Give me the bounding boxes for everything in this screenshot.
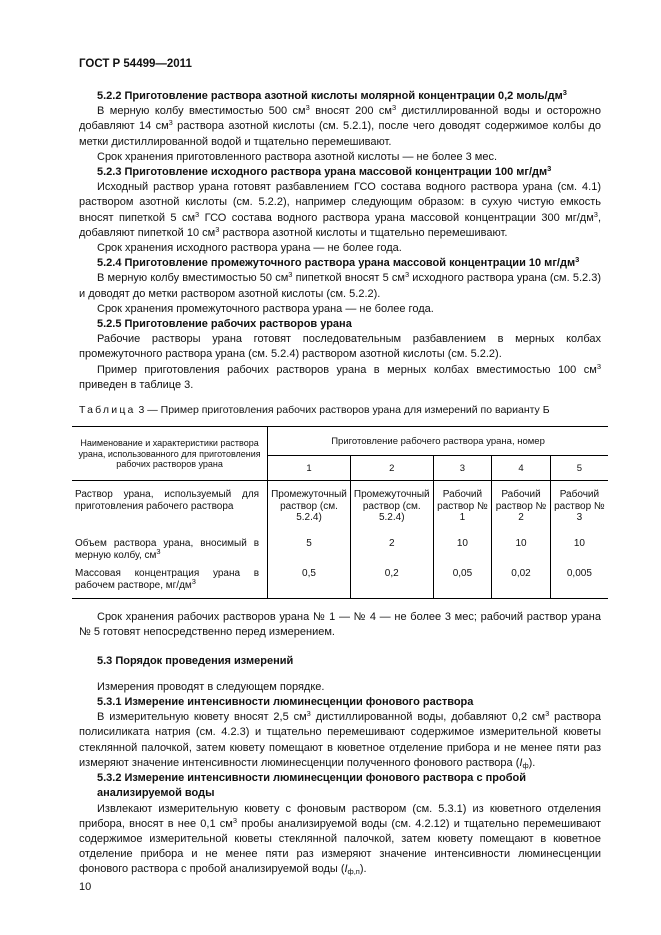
page-number: 10 bbox=[79, 881, 92, 893]
table-header-number: 3 bbox=[433, 456, 492, 481]
table-cell: Рабочий раствор № 3 bbox=[550, 481, 608, 535]
section-5-2-5-heading: 5.2.5 Приготовление рабочих растворов урана bbox=[97, 318, 352, 331]
paragraph: Извлекают измерительную кювету с фоновым раствором (см. 5.3.1) из кюветного отделения прибора, вносят в нее 0,1 $см^3$ пробы анализируемой воды (см. 4.2.12) и тщательно перемешивают содержимое измерительной кюветы стеклянной палочкой, затем кювету помещают в кюветное отделение прибора и не менее пяти раз измеряют значение интенсивности люминесценции фонового раствора с пробой анализируемой воды $(I_{ф,п})$. bbox=[79, 802, 602, 877]
table-cell: Промежуточный раствор (см. 5.2.4) bbox=[350, 481, 433, 535]
paragraph: Измерения проводят в следующем порядке. bbox=[97, 680, 325, 693]
table-caption: Таблица 3 — Пример приготовления рабочих растворов урана для измерений по варианту Б bbox=[79, 404, 550, 417]
table-row bbox=[72, 481, 608, 535]
table-header-name: Наименование и характеристики раствора урана, использованного для приготовления рабочих растворов урана bbox=[72, 427, 268, 481]
table-3 bbox=[72, 426, 608, 599]
table-header-preparation: Приготовление рабочего раствора урана, номер bbox=[268, 427, 608, 456]
document-code: ГОСТ Р 54499—2011 bbox=[79, 58, 192, 70]
section-5-2-4-heading: 5.2.4 Приготовление промежуточного раствора урана массовой концентрации 10 $мг/дм^3$ bbox=[97, 255, 580, 270]
section-5-2-2-heading: 5.2.2 Приготовление раствора азотной кислоты молярной концентрации 0,2 моль/$дм^3$ bbox=[97, 88, 567, 102]
document-body bbox=[75, 88, 605, 878]
table-cell: 0,5 bbox=[268, 566, 351, 599]
table-cell: Промежуточный раствор (см. 5.2.4) bbox=[271, 489, 347, 524]
paragraph: Срок хранения промежуточного раствора урана — не более года. bbox=[97, 302, 434, 315]
table-row bbox=[72, 534, 608, 566]
table-row bbox=[72, 566, 608, 599]
table-header-number: 5 bbox=[550, 456, 608, 481]
table-cell: 5 bbox=[306, 538, 312, 550]
table-cell: Рабочий раствор № 1 bbox=[433, 481, 492, 535]
paragraph: Срок хранения исходного раствора урана — не более года. bbox=[97, 242, 402, 255]
table-cell: 10 bbox=[550, 534, 608, 566]
section-5-2-3-heading: 5.2.3 Приготовление исходного раствора урана массовой концентрации 100 $мг/дм^3$ bbox=[97, 164, 552, 179]
table-cell: 10 bbox=[492, 534, 551, 566]
row-label: Раствор урана, используемый для приготовления рабочего раствора bbox=[72, 481, 268, 535]
section-5-3-heading: 5.3 Порядок проведения измерений bbox=[97, 654, 294, 667]
table-cell: 0,2 bbox=[350, 566, 433, 599]
table-cell: 0,02 bbox=[492, 566, 551, 599]
table-header-number: 1 bbox=[268, 456, 351, 481]
table-cell: 0,05 bbox=[433, 566, 492, 599]
paragraph: Срок хранения приготовленного раствора азотной кислоты — не более 3 мес. bbox=[97, 150, 498, 163]
row-label: Объем раствора урана, вносимый в мерную колбу, $см^3$ bbox=[72, 534, 268, 566]
section-5-3-1-heading: 5.3.1 Измерение интенсивности люминесценции фонового раствора bbox=[97, 696, 474, 709]
paragraph: В мерную колбу вместимостью 50 $см^3$ пипеткой вносят 5 $см^3$ исходного раствора урана (см. 5.2.3) и доводят до метки раствором азотной кислоты (см. 5.2.2). bbox=[79, 270, 601, 300]
paragraph: В измерительную кювету вносят 2,5 $см^3$ дистиллированной воды, добавляют 0,2 $см^3$ раствора полисиликата натрия (см. 4.2.3) и тщательно перемешивают содержимое измерительной кюветы стеклянной палочкой, затем кювету помещают в кюветное отделение прибора и не менее пяти раз измеряют значение интенсивности люминесценции полученного фонового раствора $(I_ф)$. bbox=[79, 709, 601, 770]
paragraph: Срок хранения рабочих растворов урана № 1 — № 4 — не более 3 мес; рабочий раствор урана № 5 готовят непосредственно перед измерением. bbox=[79, 611, 601, 639]
table-cell: 2 bbox=[350, 534, 433, 566]
paragraph: Исходный раствор урана готовят разбавлением ГСО состава водного раствора урана (см. 4.1) раствором азотной кислоты (см. 5.2.2), например следующим образом: в сухую чистую емкость вносят пипеткой 5 $см^3$ ГСО состава водного раствора урана массовой концентрации 300 $мг/дм^3$, добавляют пипеткой 10 $см^3$ раствора азотной кислоты и тщательно перемешивают. bbox=[79, 181, 601, 239]
paragraph: Пример приготовления рабочих растворов урана в мерных колбах вместимостью 100 $см^3$ приведен в таблице 3. bbox=[79, 361, 601, 391]
table-cell: 0,005 bbox=[550, 566, 608, 599]
paragraph: В мерную колбу вместимостью 500 $см^3$ вносят 200 $см^3$ дистиллированной воды и осторожно добавляют 14 $см^3$ раствора азотной кислоты (см. 5.2.1), после чего доводят содержимое колбы до метки дистиллированной водой и тщательно перемешивают. bbox=[79, 103, 601, 148]
table-header-number: 4 bbox=[492, 456, 551, 481]
section-5-3-2-heading: 5.3.2 Измерение интенсивности люминесценции фонового раствора с пробой анализируемой воды bbox=[97, 772, 526, 800]
table-header-number: 2 bbox=[350, 456, 433, 481]
row-label: Массовая концентрация урана в рабочем растворе, $мг/дм^3$ bbox=[72, 566, 268, 599]
paragraph: Рабочие растворы урана готовят последовательным разбавлением в мерных колбах промежуточного раствора урана (см. 5.2.4) раствором азотной кислоты (см. 5.2.2). bbox=[79, 333, 601, 361]
table-cell: Рабочий раствор № 2 bbox=[492, 481, 551, 535]
table-cell: 10 bbox=[433, 534, 492, 566]
